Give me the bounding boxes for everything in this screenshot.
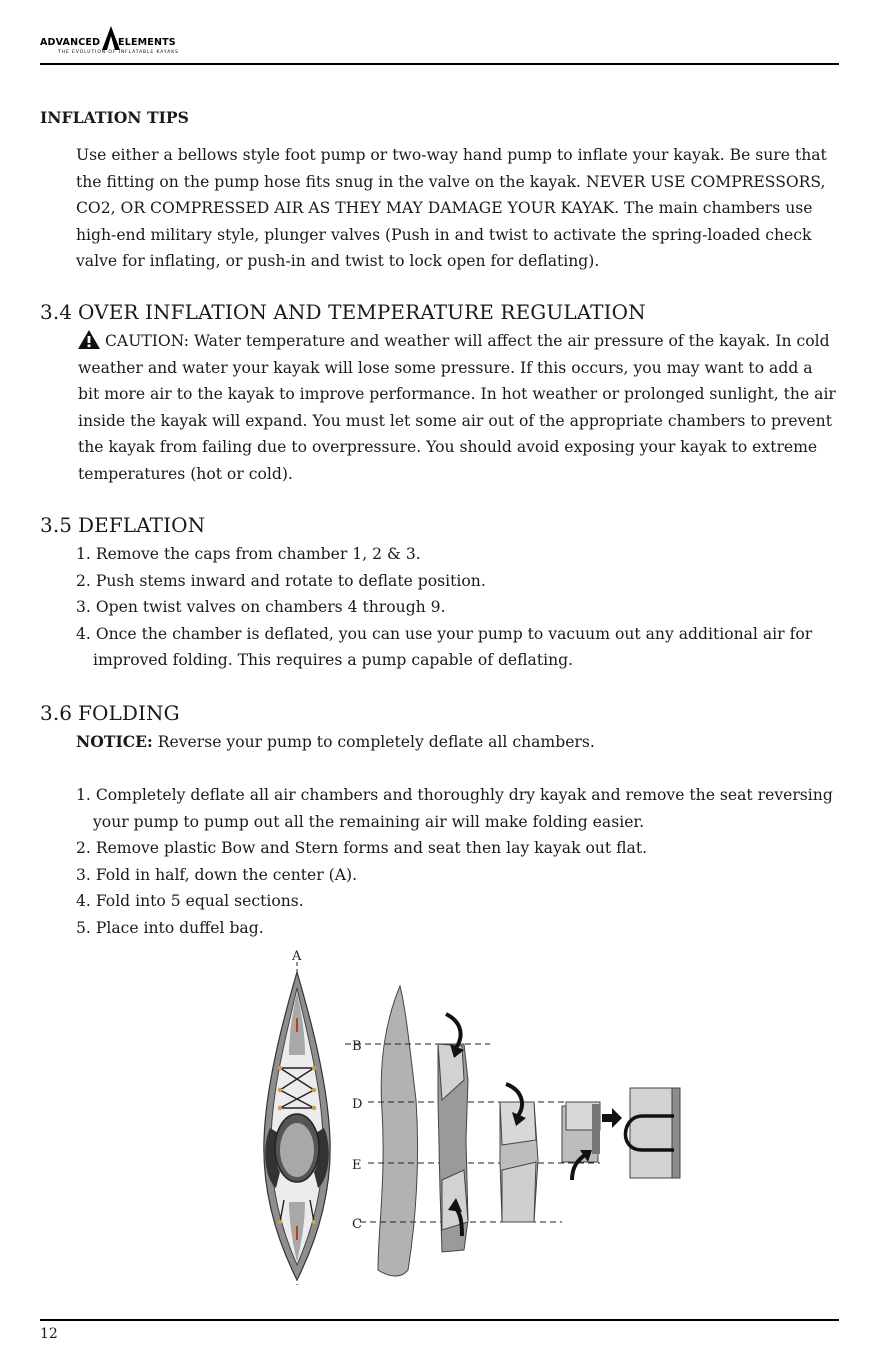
folding-diagram (250, 940, 690, 1290)
fold-stage-ends (438, 1044, 468, 1252)
inflation-tips-body (76, 142, 827, 275)
label-c: C (352, 1217, 362, 1232)
paragraph-line: CO2, OR COMPRESSED AIR AS THEY MAY DAMAGE YOUR KAYAK. The main chambers use (76, 199, 813, 217)
label-a: A (292, 949, 302, 964)
warning-triangle-icon (78, 330, 100, 349)
page-header (40, 22, 839, 66)
folded-half-shape (378, 986, 418, 1276)
label-e: E (352, 1158, 362, 1173)
list-item: 2. Remove plastic Bow and Stern forms and seat then lay kayak out flat. (76, 839, 648, 857)
paragraph-line: temperatures (hot or cold). (78, 464, 293, 483)
label-d: D (352, 1097, 363, 1112)
section-3-4-heading (40, 300, 646, 324)
list-item: 3. Fold in half, down the center (A). (76, 865, 358, 884)
folding-steps (76, 782, 833, 941)
list-item: 4. Once the chamber is deflated, you can use your pump to vacuum out any additional air for (76, 624, 813, 643)
section-title: FOLDING (78, 701, 180, 725)
list-item: 4. Fold into 5 equal sections. (76, 892, 304, 910)
paragraph-line: weather and water your kayak will lose some pressure. If this occurs, you may want to add a (78, 358, 813, 377)
caution-line (78, 328, 836, 355)
list-item-continuation: improved folding. This requires a pump capable of deflating. (93, 651, 574, 669)
paragraph-line: valve for inflating, or push-in and twist to lock open for deflating). (76, 252, 600, 270)
list-item: 1. Completely deflate all air chambers and thoroughly dry kayak and remove the seat reversing (76, 786, 833, 804)
folding-notice (76, 729, 595, 756)
section-title: DEFLATION (78, 513, 206, 537)
paragraph-line: inside the kayak will expand. You must let some air out of the appropriate chambers to prevent (78, 411, 832, 430)
deflation-steps (76, 541, 812, 674)
page-number: 12 (40, 1326, 58, 1342)
logo-word-right: ELEMENTS (118, 37, 176, 48)
notice-text: Reverse your pump to completely deflate all chambers. (152, 733, 595, 751)
curved-arrow-icon (446, 1014, 461, 1048)
duffel-bag-icon (625, 1088, 680, 1178)
paragraph-line: bit more air to the kayak to improve performance. In hot weather or prolonged sunlight, the air (78, 385, 836, 403)
paragraph-line: the fitting on the pump hose fits snug in the valve on the kayak. NEVER USE COMPRESSORS, (76, 172, 826, 191)
section-3-4-body (78, 328, 836, 487)
logo-word-left: ADVANCED (40, 37, 101, 48)
section-3-6-heading (40, 701, 180, 725)
right-arrow-icon (602, 1108, 622, 1128)
section-number: 3.6 (40, 701, 73, 725)
notice-label: NOTICE: (76, 732, 153, 751)
inflation-tips-heading: INFLATION TIPS (40, 108, 189, 127)
paragraph-line: high-end military style, plunger valves (Push in and twist to activate the spring-loaded check (76, 225, 812, 244)
header-rule (40, 63, 839, 65)
list-item: 1. Remove the caps from chamber 1, 2 & 3. (76, 545, 421, 563)
list-item: 2. Push stems inward and rotate to deflate position. (76, 571, 486, 590)
fold-stage-compact (562, 1102, 600, 1162)
label-b: B (352, 1039, 362, 1054)
list-item-continuation: your pump to pump out all the remaining air will make folding easier. (93, 812, 645, 831)
logo-tagline: THE EVOLUTION OF INFLATABLE KAYAKS (58, 50, 179, 55)
kayak-top-view-icon (264, 972, 330, 1280)
caution-text: CAUTION: Water temperature and weather will affect the air pressure of the kayak. In cold (105, 332, 830, 350)
list-item: 3. Open twist valves on chambers 4 through 9. (76, 598, 446, 616)
section-title: OVER INFLATION AND TEMPERATURE REGULATION (78, 300, 646, 324)
section-3-5-heading (40, 513, 205, 537)
section-number: 3.5 (40, 513, 73, 537)
section-number: 3.4 (40, 300, 73, 324)
paragraph-line: the kayak from failing due to overpressure. You should avoid exposing your kayak to extreme (78, 438, 818, 456)
paragraph-line: Use either a bellows style foot pump or two-way hand pump to inflate your kayak. Be sure that (76, 146, 827, 164)
footer-rule (40, 1319, 839, 1321)
list-item: 5. Place into duffel bag. (76, 918, 264, 937)
